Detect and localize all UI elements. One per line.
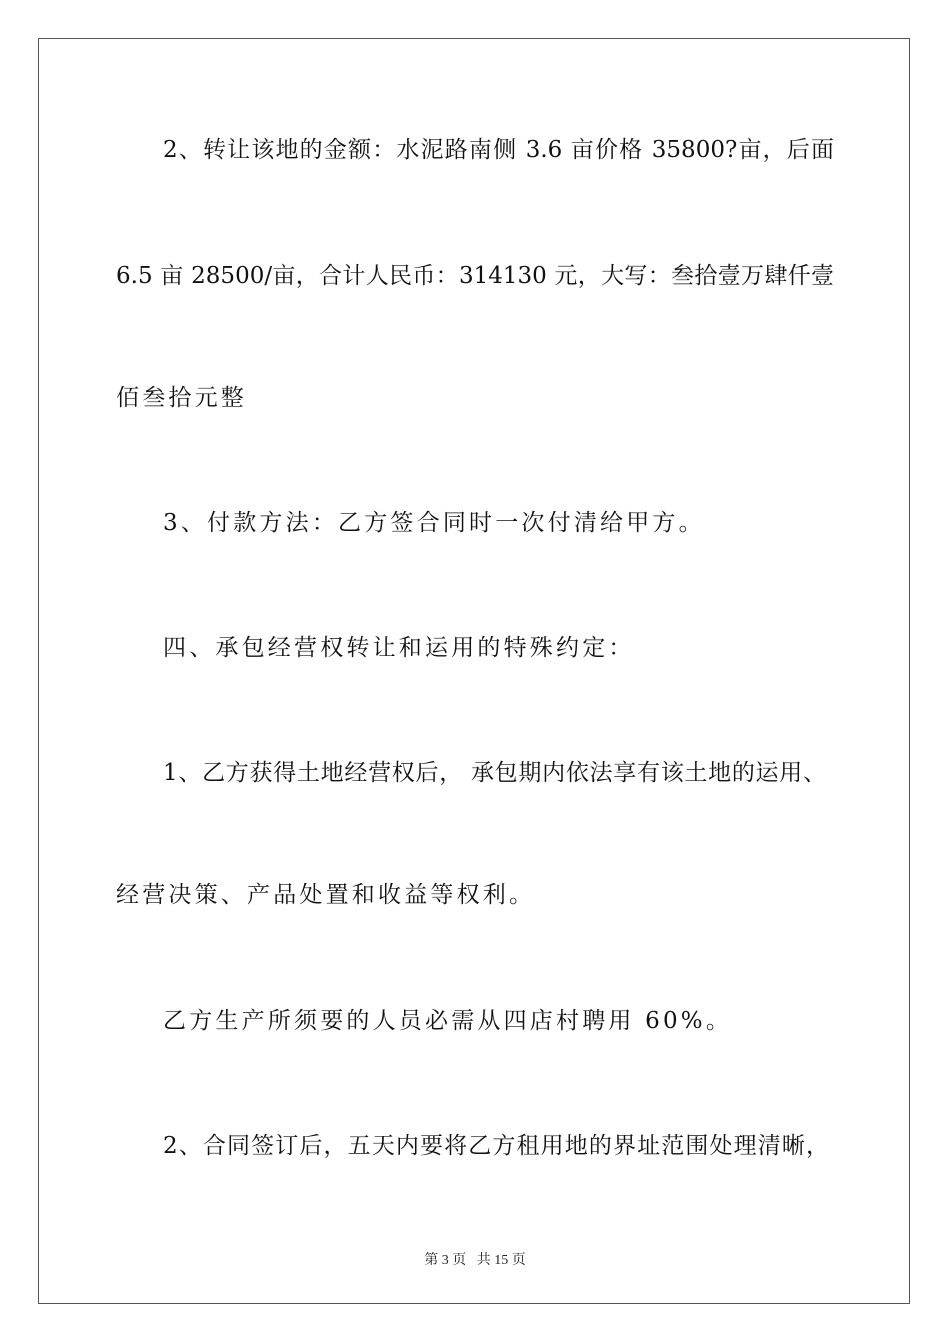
paragraph-line: 佰叁拾元整: [116, 385, 247, 411]
paragraph-line: 乙方生产所须要的人员必需从四店村聘用 60%。: [163, 1008, 733, 1034]
paragraph-line: 2、合同签订后，五天内要将乙方租用地的界址范围处理清晰，: [163, 1133, 829, 1159]
paragraph-line: 1、乙方获得土地经营权后， 承包期内依法享有该土地的运用、: [163, 760, 826, 786]
section-heading: 四、承包经营权转让和运用的特殊约定：: [163, 635, 635, 661]
paragraph-line: 2、转让该地的金额：水泥路南侧 3.6 亩价格 35800?亩，后面: [163, 137, 834, 163]
paragraph-line: 经营决策、产品处置和收益等权利。: [116, 882, 536, 908]
page-footer: [0, 1249, 950, 1269]
page-number: 第 3 页: [424, 1253, 467, 1268]
paragraph-line: 6.5 亩 28500/亩，合计人民币：314130 元，大写：叁拾壹万肆仟壹: [116, 263, 834, 289]
page-border: [38, 38, 910, 1304]
paragraph-line: 3、付款方法：乙方签合同时一次付清给甲方。: [163, 510, 705, 536]
page-total: 共 15 页: [476, 1253, 526, 1268]
